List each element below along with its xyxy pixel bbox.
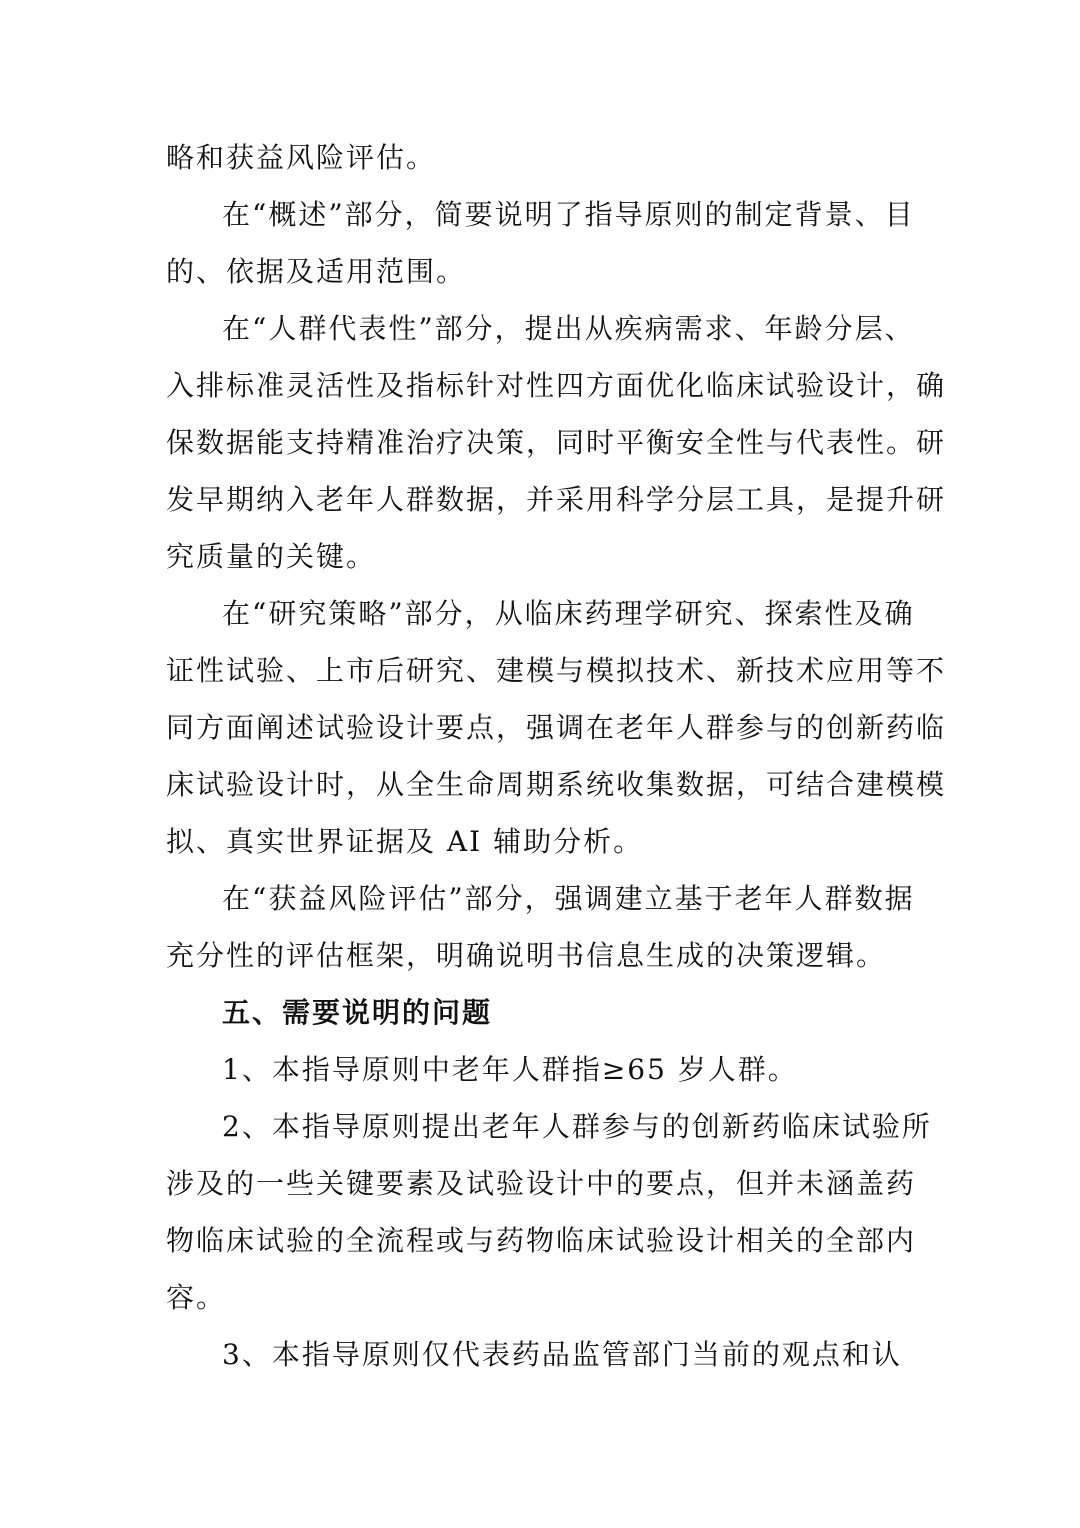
text-line-10: 证性试验、上市后研究、建模与模拟技术、新技术应用等不 xyxy=(166,654,947,687)
text-line-8: 究质量的关键。 xyxy=(166,540,377,573)
text-line-2: 在“概述”部分，简要说明了指导原则的制定背景、目 xyxy=(222,198,915,231)
text-line-3: 的、依据及适用范围。 xyxy=(166,255,467,288)
text-line-18: 2、本指导原则提出老年人群参与的创新药临床试验所 xyxy=(222,1110,932,1143)
text-line-19: 涉及的一些关键要素及试验设计中的要点，但并未涵盖药 xyxy=(166,1167,917,1200)
text-line-21: 容。 xyxy=(166,1281,227,1314)
text-line-11: 同方面阐述试验设计要点，强调在老年人群参与的创新药临 xyxy=(166,711,947,744)
text-line-14: 在“获益风险评估”部分，强调建立基于老年人群数据 xyxy=(222,882,915,915)
text-line-12: 床试验设计时，从全生命周期系统收集数据，可结合建模模 xyxy=(166,768,947,801)
text-line-4: 在“人群代表性”部分，提出从疾病需求、年龄分层、 xyxy=(222,312,915,345)
text-line-1: 略和获益风险评估。 xyxy=(166,141,437,174)
text-line-15: 充分性的评估框架，明确说明书信息生成的决策逻辑。 xyxy=(166,939,887,972)
section-heading: 五、需要说明的问题 xyxy=(222,996,493,1029)
text-line-9: 在“研究策略”部分，从临床药理学研究、探索性及确 xyxy=(222,597,915,630)
text-line-17: 1、本指导原则中老年人群指≥65 岁人群。 xyxy=(222,1053,798,1086)
text-line-7: 发早期纳入老年人群数据，并采用科学分层工具，是提升研 xyxy=(166,483,947,516)
text-line-22: 3、本指导原则仅代表药品监管部门当前的观点和认 xyxy=(222,1338,902,1371)
text-line-6: 保数据能支持精准治疗决策，同时平衡安全性与代表性。研 xyxy=(166,426,947,459)
text-line-13: 拟、真实世界证据及 AI 辅助分析。 xyxy=(166,825,644,858)
text-line-20: 物临床试验的全流程或与药物临床试验设计相关的全部内 xyxy=(166,1224,917,1257)
text-line-5: 入排标准灵活性及指标针对性四方面优化临床试验设计，确 xyxy=(166,369,947,402)
